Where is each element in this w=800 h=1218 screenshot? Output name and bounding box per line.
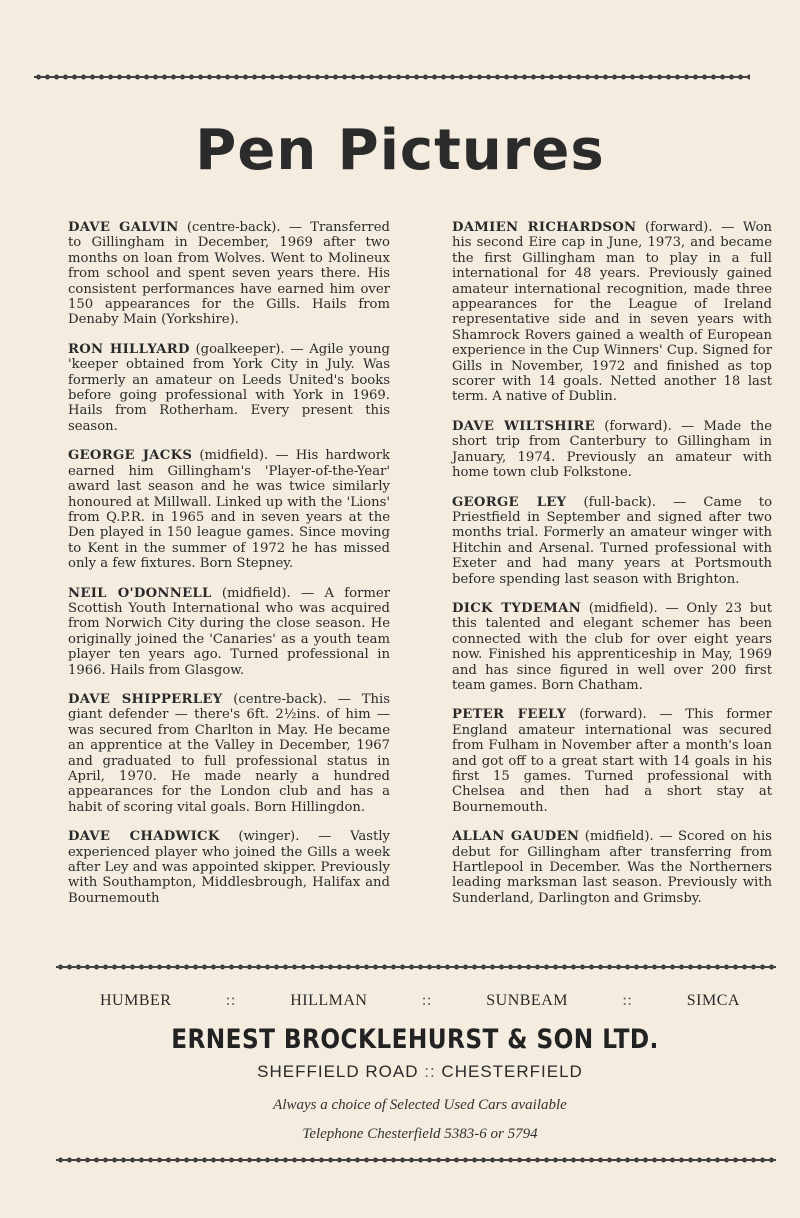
player-bio: (midfield). — Scored on his debut for Gillingham after transferring from Hartlepool in December. Was the Northerners leading marksman last season. Previously with Sunderland, Darlington and Grimsby. <box>452 829 773 906</box>
player-entry <box>68 586 390 678</box>
player-bio: (midfield). — His hardwork earned him Gillingham's 'Player-of-the-Year' award last season and he was twice similarly honoured at Millwall. Linked up with the 'Lions' from Q.P.R. in 1965 and in seven years at the Den played in 150 league games. Since moving to Kent in the summer of 1972 he has missed only a few fixtures. Born Stepney. <box>68 448 390 572</box>
right-column <box>452 220 772 920</box>
player-bio: (full-back). — Came to Priestfield in September and signed after two months trial. Formerly an amateur winger with Hitchin and Arsenal. Turned professional with Exeter and had many years at Portsmouth before spending last season with Brighton. <box>452 494 773 587</box>
separator: :: <box>424 1062 436 1081</box>
address-street: SHEFFIELD ROAD <box>257 1062 419 1081</box>
middle-ornamental-border <box>56 962 776 972</box>
player-name: NEIL O'DONNELL <box>68 585 212 601</box>
player-name: DAVE GALVIN <box>68 220 179 235</box>
separator: :: <box>421 992 432 1009</box>
player-name: DICK TYDEMAN <box>452 600 581 616</box>
make-simca: SIMCA <box>686 992 740 1009</box>
player-entry <box>452 707 772 815</box>
player-entry <box>452 419 772 481</box>
player-name: DAVE WILTSHIRE <box>452 418 596 434</box>
make-hillman: HILLMAN <box>290 992 368 1009</box>
player-name: GEORGE JACKS <box>68 448 193 464</box>
player-entry <box>452 829 772 906</box>
make-sunbeam: SUNBEAM <box>486 992 568 1009</box>
player-bio: (centre-back). — Transferred to Gillingham in December, 1969 after two months on loan from Wolves. Went to Molineux from school and spent seven years there. His consistent performances have earned him over 150 appearances for the Gills. Hails from Denaby Main (Yorkshire). <box>68 220 390 328</box>
player-entry <box>68 220 390 328</box>
player-name: DAVE CHADWICK <box>68 829 220 845</box>
top-ornamental-border <box>34 72 750 82</box>
player-name: ALLAN GAUDEN <box>452 829 580 845</box>
player-entry <box>452 495 772 587</box>
player-bio: (forward). — Won his second Eire cap in June, 1973, and became the first Gillingham man to play in a full international for 48 years. Previously gained amateur international recognition, made three appearances for the League of Ireland representative side and in seven years with Shamrock Rovers gained a wealth of European experience in the Cup Winners' Cup. Signed for Gills in November, 1972 and finished as top scorer with 14 goals. Netted another 18 last term. A native of Dublin. <box>452 220 772 405</box>
player-name: DAVE SHIPPERLEY <box>68 691 223 707</box>
car-makes-row <box>100 992 740 1010</box>
player-bio: (winger). — Vastly experienced player who joined the Gills a week after Ley and was appointed skipper. Previously with Southampton, Middlesbrough, Halifax and Bournemouth <box>68 829 390 906</box>
separator: :: <box>225 992 236 1009</box>
company-address <box>0 1062 800 1082</box>
player-entry <box>68 448 390 571</box>
separator: :: <box>622 992 633 1009</box>
company-name: ERNEST BROCKLEHURST & SON LTD. <box>171 1024 659 1055</box>
player-bio: (midfield). — A former Scottish Youth International who was acquired from Norwich City during the close season. He originally joined the 'Canaries' as a youth team player ten years ago. Turned professional in 1966. Hails from Glasgow. <box>68 585 391 678</box>
page-title: Pen Pictures <box>195 118 605 183</box>
player-entry <box>68 829 390 906</box>
advert-telephone: Telephone Chesterfield 5383-6 or 5794 <box>302 1126 538 1142</box>
left-column <box>68 220 390 920</box>
bottom-ornamental-border <box>56 1155 776 1165</box>
player-bio: (goalkeeper). — Agile young 'keeper obtained from York City in July. Was formerly an amateur on Leeds United's books before going professional with York in 1969. Hails from Rotherham. Every present this season. <box>68 341 390 434</box>
player-name: DAMIEN RICHARDSON <box>452 220 637 235</box>
player-entry <box>68 692 390 815</box>
player-bio: (midfield). — Only 23 but this talented and elegant schemer has been connected with the club for over eight years now. Finished his apprenticeship in May, 1969 and has since figured in well over 200 first team games. Born Chatham. <box>452 600 772 693</box>
player-entry <box>68 342 390 434</box>
player-entry <box>452 220 772 405</box>
player-bio: (centre-back). — This giant defender — there's 6ft. 2½ins. of him — was secured from Charlton in May. He became an apprentice at the Valley in December, 1967 and graduated to full professional status in April, 1970. He made nearly a hundred appearances for the London club and has a habit of scoring vital goals. Born Hillingdon. <box>68 691 390 815</box>
player-name: GEORGE LEY <box>452 494 567 510</box>
player-entry <box>452 601 772 693</box>
make-humber: HUMBER <box>100 992 172 1009</box>
player-bio: (forward). — Made the short trip from Canterbury to Gillingham in January, 1974. Previously an amateur with home town club Folkstone. <box>452 418 772 481</box>
player-name: RON HILLYARD <box>68 341 190 357</box>
address-town: CHESTERFIELD <box>441 1062 583 1081</box>
player-name: PETER FEELY <box>452 707 567 723</box>
advert-tagline: Always a choice of Selected Used Cars available <box>273 1097 567 1113</box>
player-bio: (forward). — This former England amateur international was secured from Fulham in November after a month's loan and got off to a great start with 14 goals in his first 15 games. Turned professional with Chelsea and then had a short stay at Bournemouth. <box>452 707 772 815</box>
